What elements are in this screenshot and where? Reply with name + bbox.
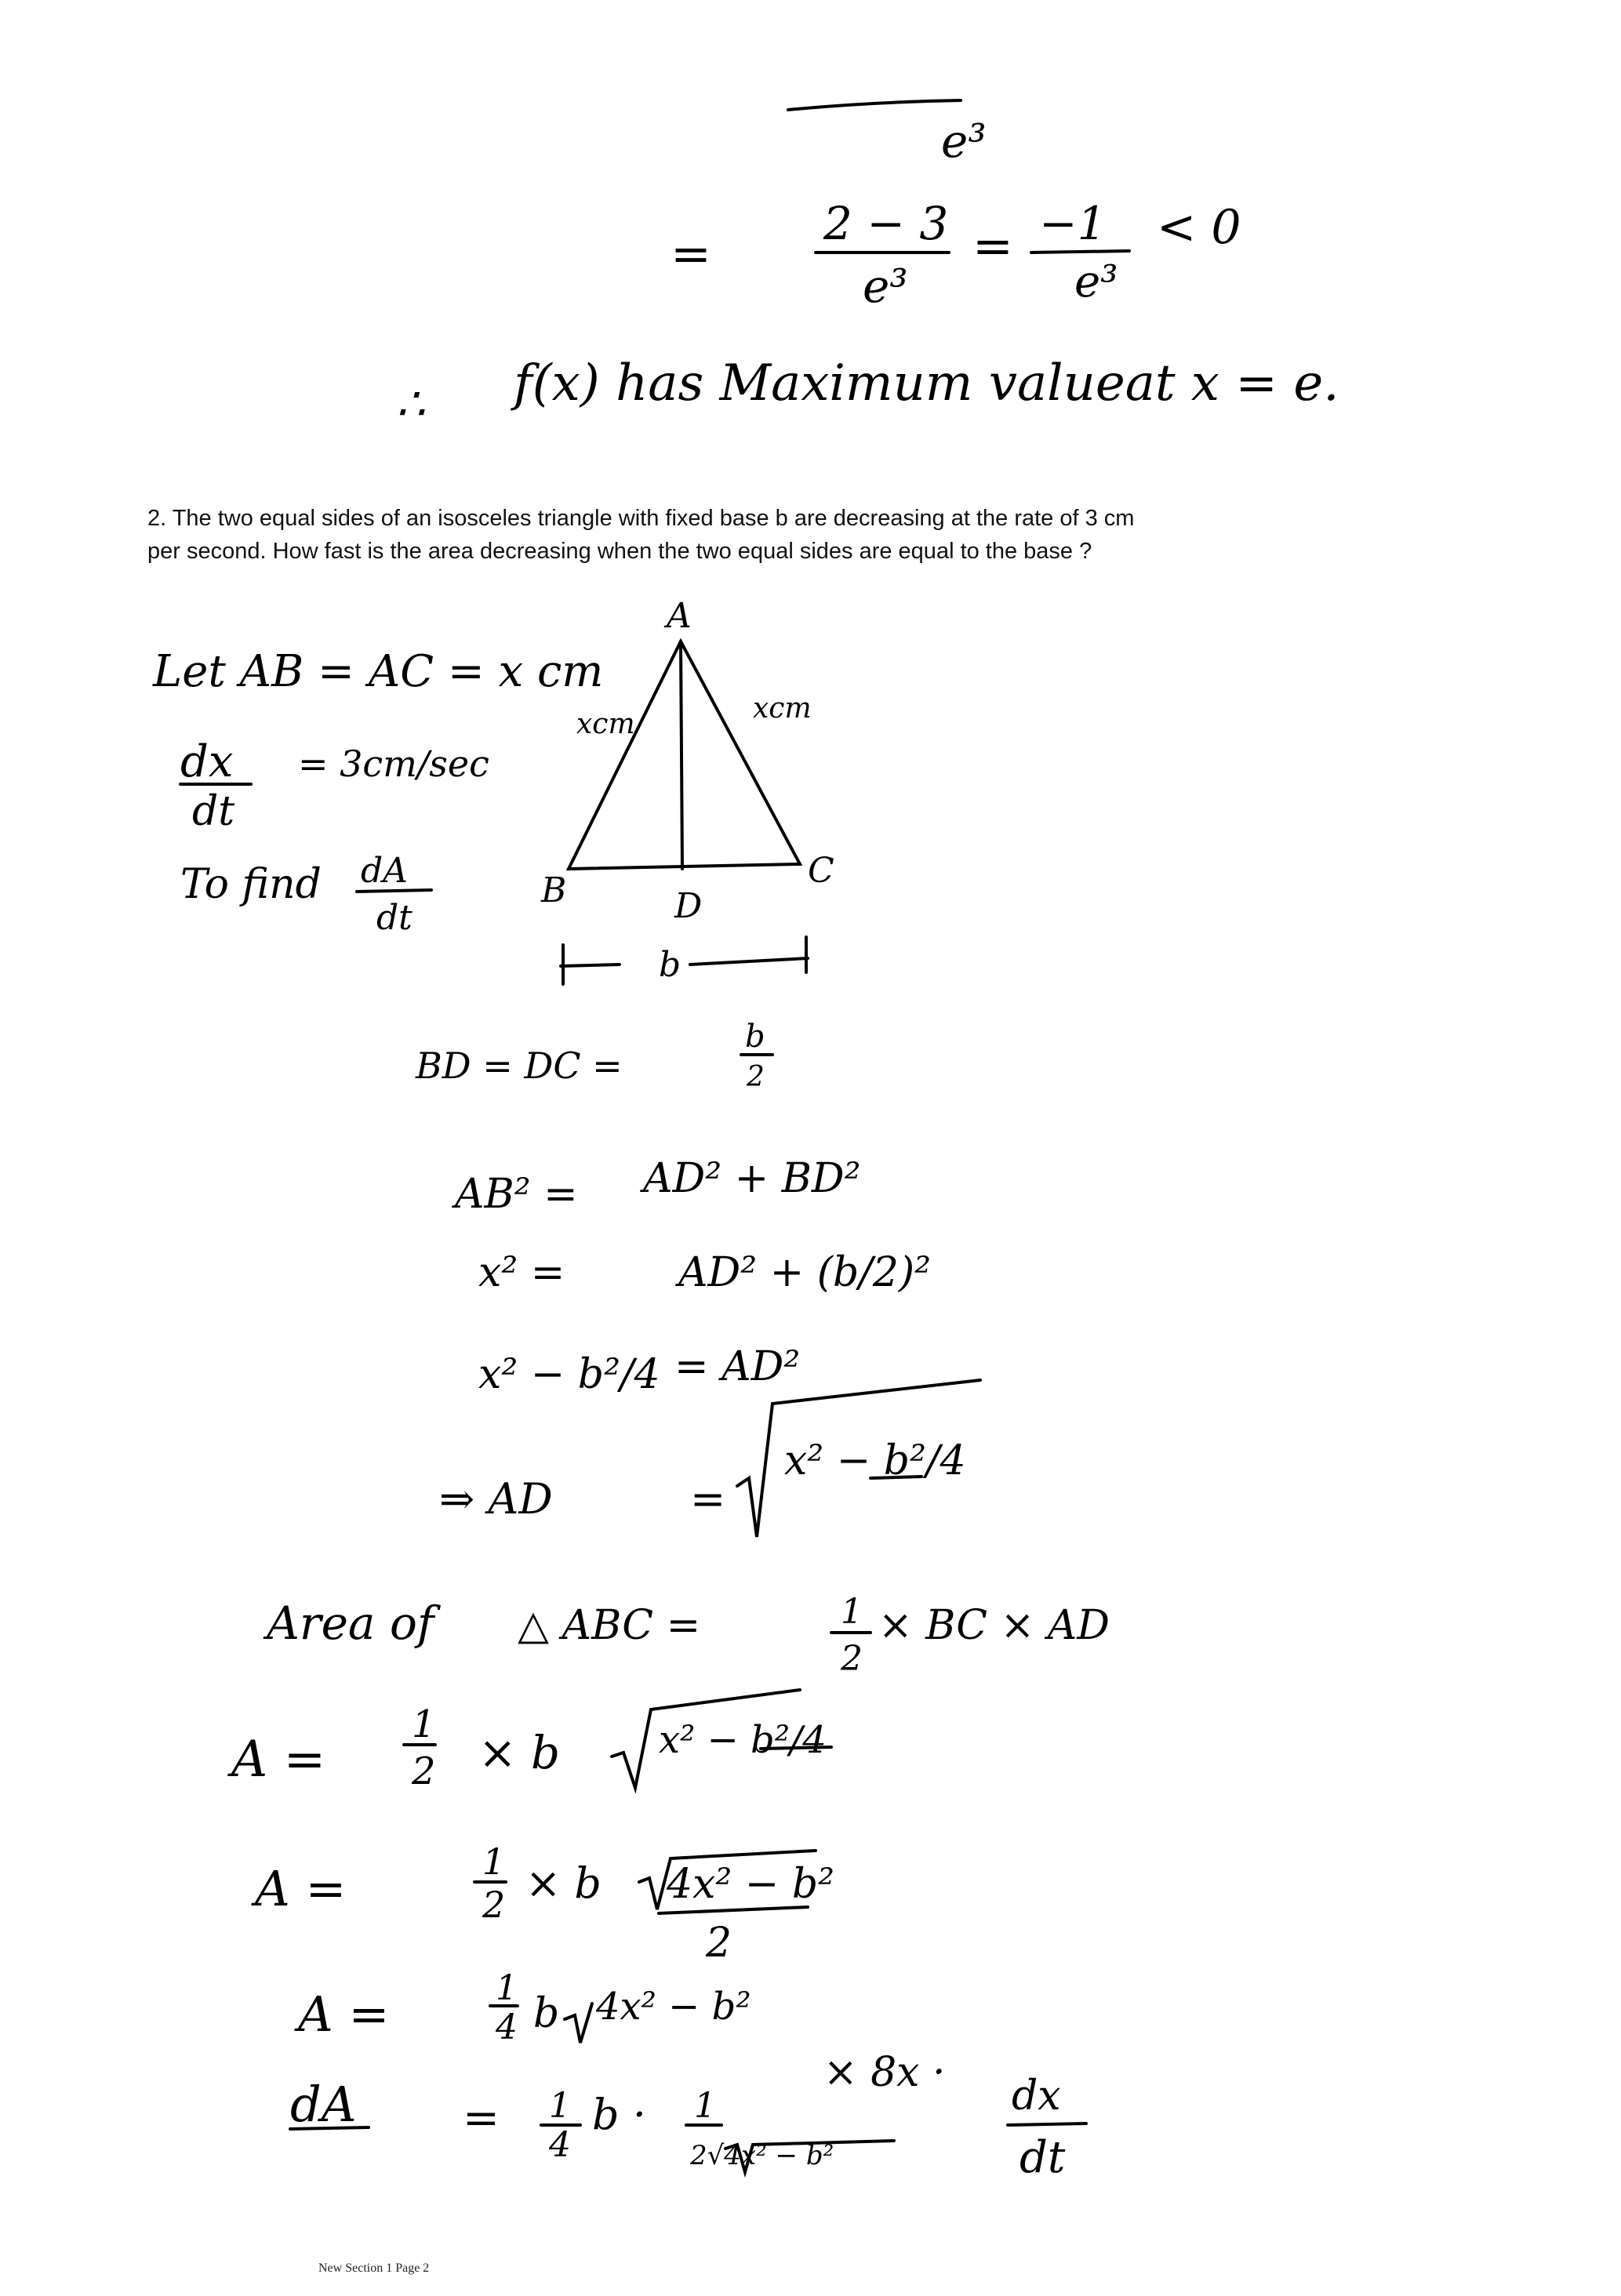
- da-times-8x: × 8x ·: [823, 2049, 946, 2096]
- a1-times-b: × b: [478, 1726, 561, 1779]
- vertex-b-label: B: [541, 870, 567, 910]
- eq1-denominator-2: e³: [1074, 256, 1118, 307]
- da-denominator-2: 2√4x² − b²: [690, 2140, 834, 2171]
- median-ad: [681, 641, 682, 869]
- therefore-sign: ∴: [396, 377, 425, 430]
- da-denominator-1: 4: [549, 2125, 571, 2165]
- dxdt-value: = 3cm/sec: [298, 743, 489, 785]
- question-text: [147, 502, 1496, 568]
- a2-radicand-denominator: 2: [706, 1920, 732, 1967]
- pyth2-left: x² =: [478, 1249, 565, 1296]
- dxdt-numerator: dx: [180, 736, 234, 787]
- side-ab-label: xcm: [576, 708, 635, 740]
- a1-radicand: x² − b²/4: [659, 1718, 827, 1762]
- a2-rad-bar: [659, 1907, 808, 1913]
- area-denominator: 2: [841, 1639, 863, 1679]
- bd-equation: BD = DC =: [416, 1044, 623, 1087]
- eq1-numerator-2: −1: [1039, 197, 1107, 250]
- a2-times-b: × b: [525, 1858, 602, 1908]
- eq1-fraction-bar-2: [1031, 251, 1129, 252]
- vertex-d-label: D: [674, 886, 703, 926]
- da-dxdt-bar: [1008, 2123, 1086, 2125]
- conclusion-text: f(x) has Maximum valueat x = e.: [514, 354, 1339, 412]
- a2-left: A =: [255, 1860, 347, 1917]
- area-numerator: 1: [841, 1592, 863, 1632]
- dxdt-denominator: dt: [192, 788, 235, 835]
- pyth3-right: = AD²: [674, 1343, 801, 1390]
- ad-left: ⇒ AD: [439, 1474, 553, 1524]
- pyth1-left: AB² =: [455, 1171, 578, 1218]
- ad-radicand: x² − b²/4: [784, 1437, 966, 1484]
- a3-b: b: [533, 1990, 560, 2037]
- a1-numerator: 1: [412, 1702, 436, 1746]
- a2-radicand: 4x² − b²: [667, 1861, 835, 1908]
- eq1-numerator: 2 − 3: [823, 197, 949, 250]
- question-line-2: per second. How fast is the area decreasing when the two equal sides are equal to the base ?: [147, 539, 1092, 564]
- base-b-label: b: [659, 945, 681, 985]
- a3-left: A =: [298, 1985, 390, 2043]
- da-dt: dt: [1019, 2132, 1066, 2183]
- a3-numerator: 1: [496, 1968, 518, 2008]
- pyth2-right: AD² + (b/2)²: [678, 1249, 932, 1296]
- da-numerator: dA: [290, 2076, 357, 2133]
- tofind-label: To find: [180, 861, 322, 908]
- vertex-a-label: A: [667, 596, 692, 636]
- area-label: Area of: [267, 1597, 434, 1650]
- a1-denominator: 2: [412, 1749, 436, 1793]
- eq1-equals-2: =: [972, 217, 1013, 274]
- a3-denominator: 4: [496, 2007, 518, 2047]
- bd-denominator: 2: [747, 1061, 765, 1093]
- a3-radicand: 4x² − b²: [596, 1985, 751, 2029]
- ad-equals: =: [690, 1474, 726, 1524]
- base-dimension: [561, 937, 808, 984]
- da-numerator-1: 1: [549, 2086, 571, 2126]
- side-ac-label: xcm: [753, 692, 812, 725]
- eq1-less-than: < 0: [1157, 200, 1241, 255]
- top-denominator: e³: [941, 114, 987, 168]
- da-numerator-2: 1: [694, 2086, 716, 2126]
- da-equals: =: [463, 2093, 500, 2144]
- top-fraction-bar: [788, 100, 961, 110]
- pyth3-left: x² − b²/4: [478, 1351, 660, 1398]
- area-triangle: △ ABC =: [518, 1602, 701, 1649]
- tofind-denominator: dt: [376, 898, 413, 938]
- let-statement: Let AB = AC = x cm: [153, 646, 604, 697]
- da-dx: dx: [1012, 2073, 1061, 2120]
- question-line-1: 2. The two equal sides of an isosceles triangle with fixed base b are decreasing at the rate of 3 cm: [147, 506, 1135, 531]
- eq1-equals: =: [671, 225, 711, 282]
- a1-left: A =: [231, 1731, 326, 1789]
- area-rhs: × BC × AD: [878, 1602, 1110, 1649]
- vertex-c-label: C: [808, 851, 834, 891]
- page-footer: New Section 1 Page 2: [318, 2261, 430, 2275]
- tofind-numerator: dA: [361, 851, 408, 891]
- a2-numerator: 1: [482, 1840, 506, 1883]
- pyth1-right: AD² + BD²: [643, 1155, 861, 1202]
- da-b: b ·: [592, 2090, 646, 2139]
- bd-numerator: b: [745, 1019, 765, 1055]
- a3-sqrt: [565, 2004, 592, 2043]
- eq1-denominator: e³: [863, 260, 908, 313]
- a2-denominator: 2: [482, 1884, 506, 1926]
